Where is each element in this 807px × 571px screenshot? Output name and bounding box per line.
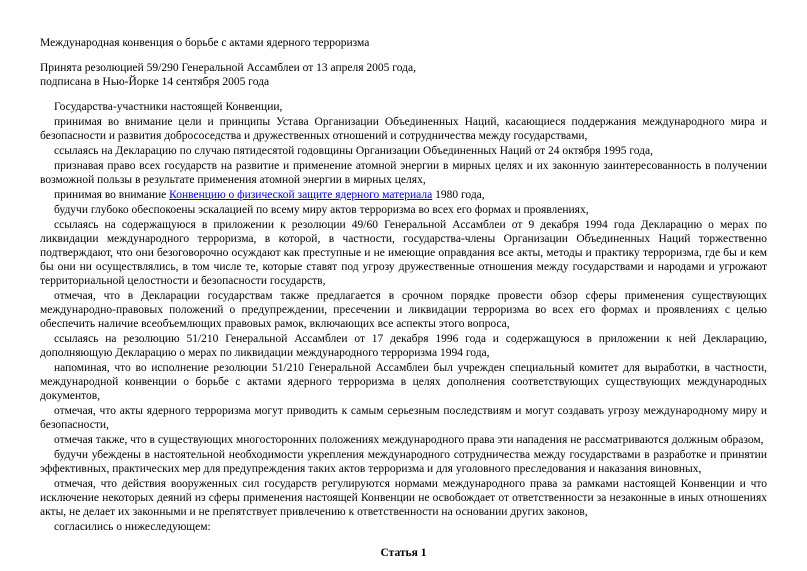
- preamble-paragraph-12: отмечая также, что в существующих многосторонних положениях международного права эти нападения не рассматриваются должным образом,: [54, 434, 764, 446]
- adoption-info: [40, 61, 767, 89]
- paragraph-5-text-start: принимая во внимание: [54, 189, 170, 201]
- preamble-paragraph-1: Государства-участники настоящей Конвенции,: [54, 101, 283, 113]
- preamble-paragraph-13: будучи убеждены в настоятельной необходимости укрепления международного сотрудничества между государствами в разработке и принятии эффективных, практических мер для предупреждения таких актов терроризма и для уголовного преследования и наказания виновных,: [40, 449, 767, 475]
- document-title: Международная конвенция о борьбе с актами ядерного терроризма: [40, 37, 370, 49]
- article-heading: Статья 1: [380, 547, 427, 559]
- preamble-paragraph-3: ссылаясь на Декларацию по случаю пятидесятой годовщины Организации Объединенных Наций от 24 октября 1995 года,: [54, 145, 654, 157]
- preamble-paragraph-10: напоминая, что во исполнение резолюции 51/210 Генеральной Ассамблеи был учрежден специальный комитет для выработки, в частности, международной конвенции о борьбе с актами ядерного терроризма в целях дополнения соответствующих существующих международных документов,: [40, 362, 767, 402]
- preamble-paragraph-5: [40, 188, 767, 202]
- preamble-paragraph-15: согласились о нижеследующем:: [54, 521, 211, 533]
- preamble-paragraph-4: признавая право всех государств на развитие и применение атомной энергии в мирных целях и их законную заинтересованность в получении возможной пользы в результате применения атомной энергии в мирных целях,: [40, 160, 767, 186]
- preamble-paragraph-7: ссылаясь на содержащуюся в приложении к резолюции 49/60 Генеральной Ассамблеи от 9 декабря 1994 года Декларацию о мерах по ликвидации международного терроризма, в которой, в частности, государства-члены Организации Объединенных Наций торжественно подтверждают, что они безоговорочно осуждают как преступные и не имеющие оправдания все акты, методы и практику терроризма, где бы и кем бы они ни осуществлялись, в том числе те, которые ставят под угрозу дружественные отношения между государствами и народами и угрожают территориальной целостности и безопасности государств,: [40, 219, 767, 287]
- adoption-line-1: Принята резолюцией 59/290 Генеральной Ассамблеи от 13 апреля 2005 года,: [40, 62, 416, 74]
- adoption-line-2: подписана в Нью-Йорке 14 сентября 2005 года: [40, 76, 270, 88]
- physical-protection-convention-link[interactable]: Конвенцию о физической защите ядерного материала: [169, 189, 433, 201]
- preamble-paragraph-2: принимая во внимание цели и принципы Устава Организации Объединенных Наций, касающиеся поддержания международного мира и безопасности и развития добрососедства и дружественных отношений и сотрудничества между государствами,: [40, 116, 767, 142]
- preamble-paragraph-8: отмечая, что в Декларации государствам также предлагается в срочном порядке провести обзор сферы применения существующих международно-правовых положений о предупреждении, пресечении и ликвидации терроризма во всех его формах и проявлениях с целью обеспечить наличие всеобъемлющих правовых рамок, включающих все аспекты этого вопроса,: [40, 290, 767, 330]
- preamble-paragraph-11: отмечая, что акты ядерного терроризма могут приводить к самым серьезным последствиям и могут создавать угрозу международному миру и безопасности,: [40, 405, 767, 431]
- preamble-paragraph-14: отмечая, что действия вооруженных сил государств регулируются нормами международного права за рамками настоящей Конвенции и что исключение некоторых деяний из сферы применения настоящей Конвенции не освобождает от ответственности за незаконные в иных отношениях акты, не делает их законными и не препятствует привлечению к ответственности на основании других законов,: [40, 478, 767, 518]
- preamble-paragraph-6: будучи глубоко обеспокоены эскалацией по всему миру актов терроризма во всех его формах и проявлениях,: [54, 204, 589, 216]
- preamble-paragraph-9: ссылаясь на резолюцию 51/210 Генеральной Ассамблеи от 17 декабря 1996 года и содержащуюся в приложении к ней Декларацию, дополняющую Декларацию о мерах по ликвидации международного терроризма 1994 года,: [40, 333, 767, 359]
- paragraph-5-text-end: 1980 года,: [432, 189, 485, 201]
